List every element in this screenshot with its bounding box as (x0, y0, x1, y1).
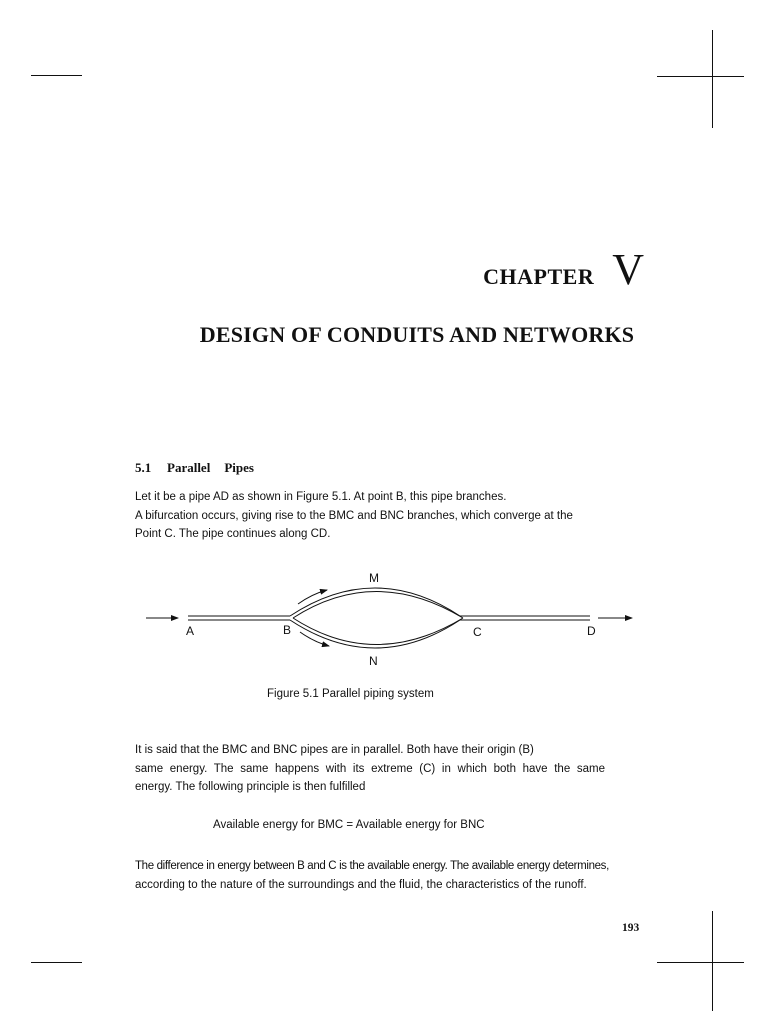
parallel-pipe-diagram (130, 560, 650, 680)
label-m: M (369, 571, 379, 585)
crop-mark-bottom-left (31, 962, 82, 963)
crop-mark-top-left (31, 75, 82, 76)
crop-mark-bottom-right-horizontal (657, 962, 744, 963)
paragraph-line: A bifurcation occurs, giving rise to the BMC and BNC branches, which converge at the (135, 509, 573, 522)
section-heading (135, 460, 254, 476)
energy-equation: Available energy for BMC = Available energy for BNC (213, 819, 485, 831)
crop-mark-top-right-horizontal (657, 76, 744, 77)
crop-mark-bottom-right-vertical (712, 911, 713, 1011)
chapter-number: V (612, 245, 644, 294)
paragraph-line: Point C. The pipe continues along CD. (135, 528, 331, 540)
paragraph-line: The difference in energy between B and C is the available energy. The available energy determines, (135, 860, 609, 872)
section-title-word2: Pipes (224, 460, 254, 475)
chapter-word: CHAPTER (483, 264, 595, 289)
label-b: B (283, 623, 292, 637)
chapter-title: DESIGN OF CONDUITS AND NETWORKS (199, 322, 635, 347)
paragraph-line: according to the nature of the surroundings and the fluid, the characteristics of the runoff. (135, 878, 587, 891)
branch-bnc-inner (293, 618, 463, 645)
paragraph-available-energy (135, 857, 635, 894)
branch-bnc-outer (290, 620, 460, 648)
section-title-word1: Parallel (167, 460, 211, 475)
label-n: N (369, 654, 378, 668)
branch-bmc-outer (290, 588, 460, 616)
chapter-heading (0, 244, 644, 295)
paragraph-line: same energy. The same happens with its extreme (C) in which both have the same (135, 762, 605, 775)
paragraph-line: It is said that the BMC and BNC pipes are in parallel. Both have their origin (B) (135, 744, 534, 756)
figure-caption: Figure 5.1 Parallel piping system (267, 688, 434, 700)
label-c: C (473, 625, 482, 639)
paragraph-line: Let it be a pipe AD as shown in Figure 5.1. At point B, this pipe branches. (135, 491, 507, 503)
label-d: D (587, 624, 596, 638)
page-number: 193 (622, 922, 640, 934)
paragraph-line: energy. The following principle is then fulfilled (135, 781, 366, 793)
crop-mark-top-right-vertical (712, 30, 713, 128)
section-number: 5.1 (135, 460, 152, 475)
paragraph-intro (135, 488, 605, 544)
paragraph-principle (135, 741, 605, 797)
label-a: A (186, 624, 195, 638)
branch-bmc-inner (293, 592, 463, 619)
parallel-pipe-figure (130, 560, 650, 680)
